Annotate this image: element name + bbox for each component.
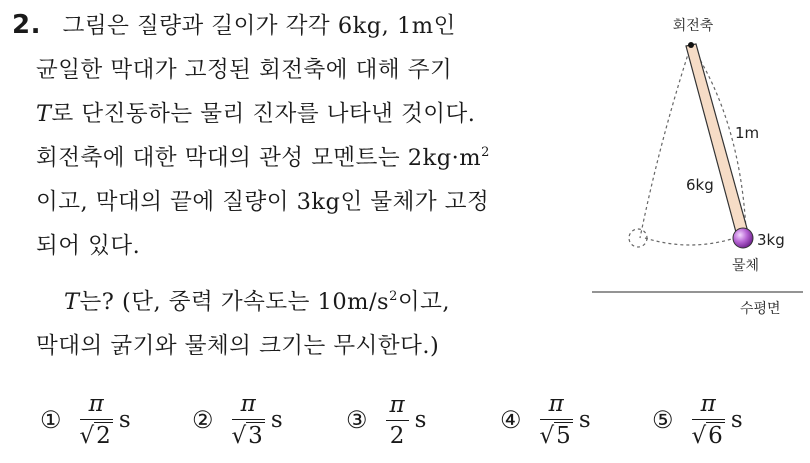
choice-fraction: [386, 392, 409, 449]
question-line-1: [12, 8, 456, 40]
sqrt-icon: √: [231, 423, 247, 449]
radicand: 6: [708, 423, 723, 449]
choice-fraction: [232, 391, 265, 449]
question-line-6: 되어 있다.: [36, 233, 141, 259]
choice-2[interactable]: [192, 380, 283, 460]
choice-fraction: [540, 391, 573, 449]
question-number: 2.: [12, 10, 41, 40]
ghost-bob: [629, 229, 647, 247]
choice-marker: ①: [40, 406, 62, 434]
fraction-denominator: [80, 420, 113, 449]
choice-unit: s: [730, 407, 743, 433]
superscript-two-ask: 2: [389, 289, 398, 304]
radicand: 5: [556, 423, 571, 449]
question-text-4: 회전축에 대한 막대의 관성 모멘트는 2kg·m: [36, 145, 482, 171]
swing-path-left: [640, 45, 691, 238]
fraction-numerator: π: [88, 391, 104, 417]
question-text-3: 로 단진동하는 물리 진자를 나타낸 것이다.: [51, 101, 476, 127]
pivot-label: 회전축: [672, 18, 714, 34]
choice-5[interactable]: [652, 380, 743, 460]
radicand: 3: [248, 423, 263, 449]
fraction-denominator: [540, 420, 573, 449]
fraction-numerator: π: [389, 391, 405, 418]
sqrt-icon: √: [539, 423, 555, 449]
length-label: 1m: [735, 124, 760, 142]
bob: [733, 228, 753, 248]
choice-marker: ④: [500, 406, 522, 434]
question-line-2: 균일한 막대가 고정된 회전축에 대해 주기: [36, 57, 453, 83]
sqrt-icon: √: [691, 423, 707, 449]
fraction-denominator: [692, 420, 725, 449]
rod-mass-label: 6kg: [686, 176, 714, 194]
ask-line-2: 막대의 굵기와 물체의 크기는 무시한다.): [36, 333, 440, 359]
choice-marker: ⑤: [652, 406, 674, 434]
fraction-denominator: [232, 420, 265, 449]
period-symbol: T: [36, 101, 52, 127]
question-text-1: 그림은 질량과 길이가 각각 6kg, 1m인: [62, 13, 456, 39]
bob-label: 물체: [732, 258, 760, 274]
pivot-point: [688, 42, 694, 48]
choice-fraction: [692, 391, 725, 449]
ask-tail: 이고,: [397, 289, 450, 315]
choice-unit: s: [414, 407, 427, 433]
choice-marker: ②: [192, 406, 214, 434]
radicand: 2: [96, 423, 111, 449]
sqrt-icon: √: [79, 423, 95, 449]
swing-arc-bottom: [645, 238, 735, 245]
choice-1[interactable]: [40, 380, 131, 460]
ask-text: 는? (단, 중력 가속도는 10m/s: [79, 289, 390, 315]
choice-unit: s: [578, 407, 591, 433]
fraction-numerator: π: [240, 391, 256, 417]
choice-4[interactable]: [500, 380, 591, 460]
choice-unit: s: [118, 407, 131, 433]
answer-choices: [0, 380, 810, 460]
ask-line-1: [64, 284, 450, 316]
bob-mass-label: 3kg: [757, 231, 785, 249]
question-line-5: 이고, 막대의 끝에 질량이 3kg인 물체가 고정: [36, 189, 490, 215]
question-line-4: [36, 140, 490, 172]
fraction-denominator: 2: [389, 422, 405, 449]
ground-label: 수평면: [740, 301, 781, 317]
fraction-numerator: π: [548, 391, 564, 417]
choice-fraction: [80, 391, 113, 449]
choice-unit: s: [270, 407, 283, 433]
ask-symbol: T: [64, 289, 80, 315]
superscript-two: 2: [481, 145, 490, 160]
pendulum-figure: [590, 0, 805, 320]
choice-marker: ③: [346, 406, 368, 434]
question-line-3: [36, 96, 475, 128]
choice-3[interactable]: [346, 380, 426, 460]
fraction-numerator: π: [700, 391, 716, 417]
